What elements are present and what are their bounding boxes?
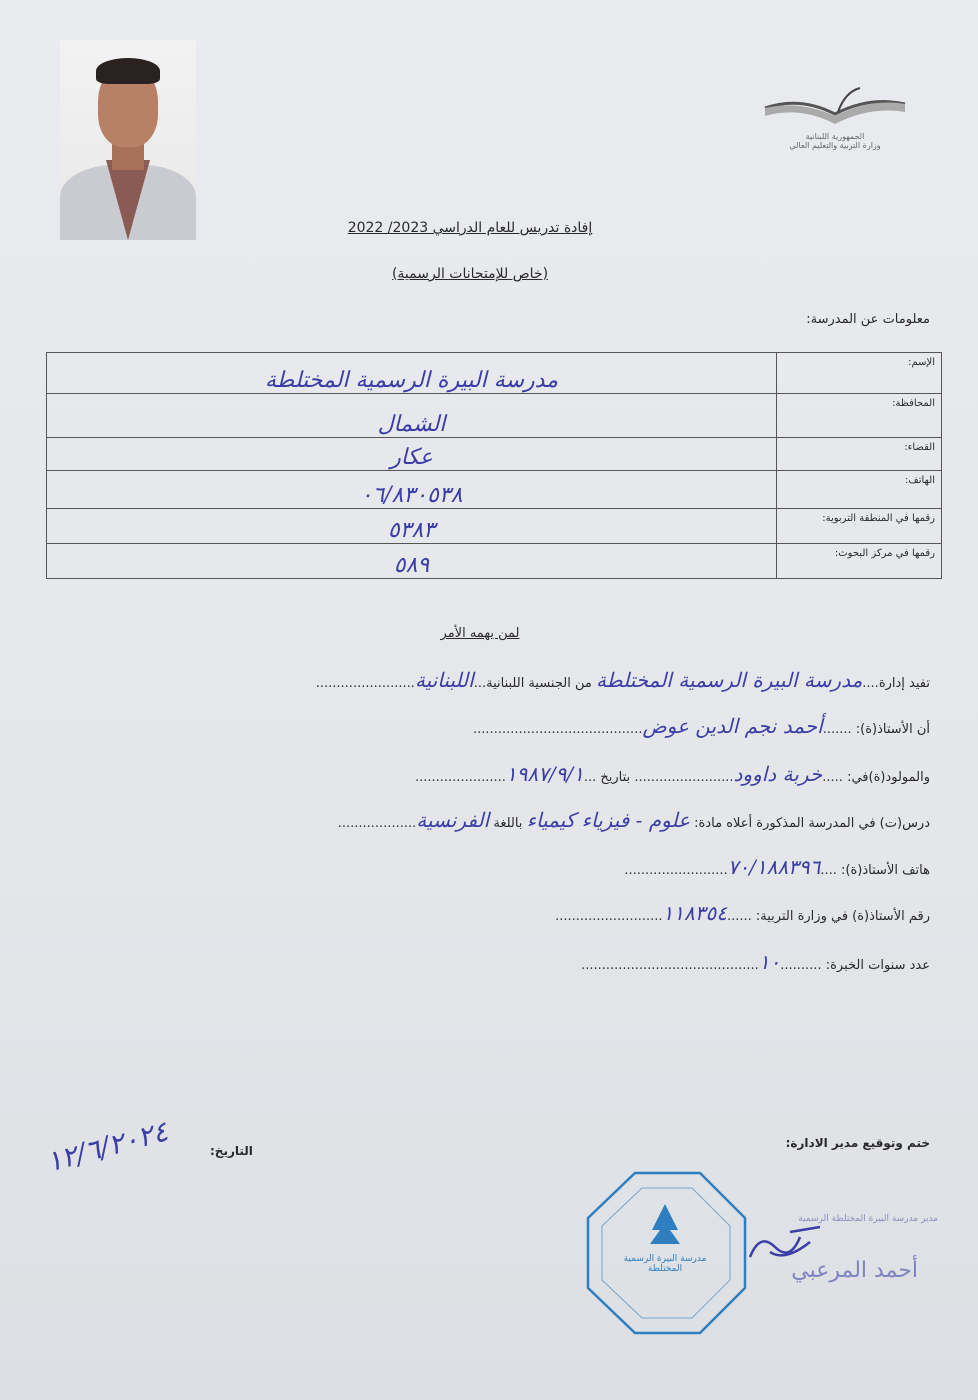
cedar-icon — [650, 1204, 680, 1244]
research-center-number-label: رقمها في مركز البحوث: — [777, 544, 942, 579]
school-info-table — [46, 352, 942, 579]
governorate-label: المحافظة: — [777, 394, 942, 438]
to-whom-heading: لمن يهمه الأمر — [440, 626, 520, 641]
admin-label: تفيد إدارة — [878, 676, 930, 691]
teacher-name-value: أحمد نجم الدين عوض — [642, 714, 823, 738]
line-experience: عدد سنوات الخبرة: ..........١٠........................................... — [581, 950, 930, 974]
teacher-photo — [60, 40, 196, 240]
signature-label: ختم وتوقيع مدير الادارة: — [785, 1136, 930, 1150]
school-name-label: الإسم: — [777, 353, 942, 394]
research-center-number-value: ٥٨٩ — [47, 544, 777, 579]
experience-value: ١٠ — [758, 950, 781, 974]
district-value: عكار — [47, 438, 777, 471]
stamp-text: مدرسة البيرة الرسمية المختلطة — [623, 1254, 707, 1274]
nationality-label: من الجنسية اللبنانية — [486, 676, 592, 691]
subject-value: علوم - فيزياء كيمياء — [526, 808, 691, 832]
document-subtitle: (خاص للإمتحانات الرسمية) — [391, 266, 549, 282]
signature-icon — [740, 1222, 830, 1272]
phone-value: ٠٦/٨٣٠٥٣٨ — [47, 471, 777, 509]
school-name-value: مدرسة البيرة الرسمية المختلطة — [47, 353, 777, 394]
line-birth: والمولود(ة)في: .....خربة داوود........................ بتاريخ ...١٩٨٧/٩/١...................... — [414, 762, 930, 786]
line-ministry-number: رقم الأستاذ(ة) في وزارة التربية: ......١١٨٣٥٤.......................... — [555, 901, 930, 925]
teacher-phone-value: ٧٠/١٨٨٣٩٦ — [727, 855, 821, 879]
governorate-value: الشمال — [47, 394, 777, 438]
birthdate-label: بتاريخ — [600, 770, 631, 785]
book-logo-icon — [760, 86, 910, 128]
ministry-number-value: ١١٨٣٥٤ — [662, 901, 727, 925]
line-teacher: أن الأستاذ(ة): .......أحمد نجم الدين عوض......................................... — [473, 714, 930, 738]
school-stamp — [580, 1168, 750, 1338]
ministry-number-label: رقم الأستاذ(ة) في وزارة التربية: — [755, 909, 930, 924]
phone-label: الهاتف: — [777, 471, 942, 509]
date-label: التاريخ: — [210, 1144, 253, 1158]
logo-line2: وزارة التربية والتعليم العالي — [789, 141, 881, 150]
logo-line1: الجمهورية اللبنانية — [805, 132, 865, 141]
admin-school-value: مدرسة البيرة الرسمية المختلطة — [595, 668, 863, 692]
school-info-heading: معلومات عن المدرسة: — [806, 312, 930, 327]
birthplace-label: والمولود(ة)في: — [847, 770, 930, 785]
director-name: أحمد المرعبي — [791, 1258, 918, 1283]
birthdate-value: ١٩٨٧/٩/١ — [505, 762, 584, 786]
birthplace-value: خربة داوود — [733, 762, 823, 786]
line-administration: تفيد إدارة....مدرسة البيرة الرسمية المختلطة من الجنسية اللبنانية...اللبنانية........................ — [315, 668, 930, 692]
experience-label: عدد سنوات الخبرة: — [825, 958, 930, 973]
director-title: مدير مدرسة البيرة المختلطة الرسمية — [798, 1214, 938, 1224]
teacher-phone-label: هاتف الأستاذ(ة): — [841, 863, 930, 878]
document-title: إفادة تدريس للعام الدراسي 2023/ 2022 — [347, 220, 593, 236]
subject-label: درس(ت) في المدرسة المذكورة أعلاه مادة: — [694, 816, 930, 831]
region-number-label: رقمها في المنطقة التربوية: — [777, 509, 942, 544]
date-value: ١٢/٦/٢٠٢٤ — [42, 1114, 172, 1179]
language-label: باللغة — [493, 816, 523, 831]
region-number-value: ٥٣٨٣ — [47, 509, 777, 544]
nationality-value: اللبنانية — [414, 668, 474, 692]
district-label: القضاء: — [777, 438, 942, 471]
line-subject: درس(ت) في المدرسة المذكورة أعلاه مادة: علوم - فيزياء كيمياء باللغة الفرنسية................... — [337, 808, 930, 832]
ministry-logo — [760, 86, 910, 156]
line-teacher-phone: هاتف الأستاذ(ة): ....٧٠/١٨٨٣٩٦......................... — [624, 855, 930, 879]
language-value: الفرنسية — [416, 808, 490, 832]
teacher-label: أن الأستاذ(ة): — [855, 722, 930, 737]
